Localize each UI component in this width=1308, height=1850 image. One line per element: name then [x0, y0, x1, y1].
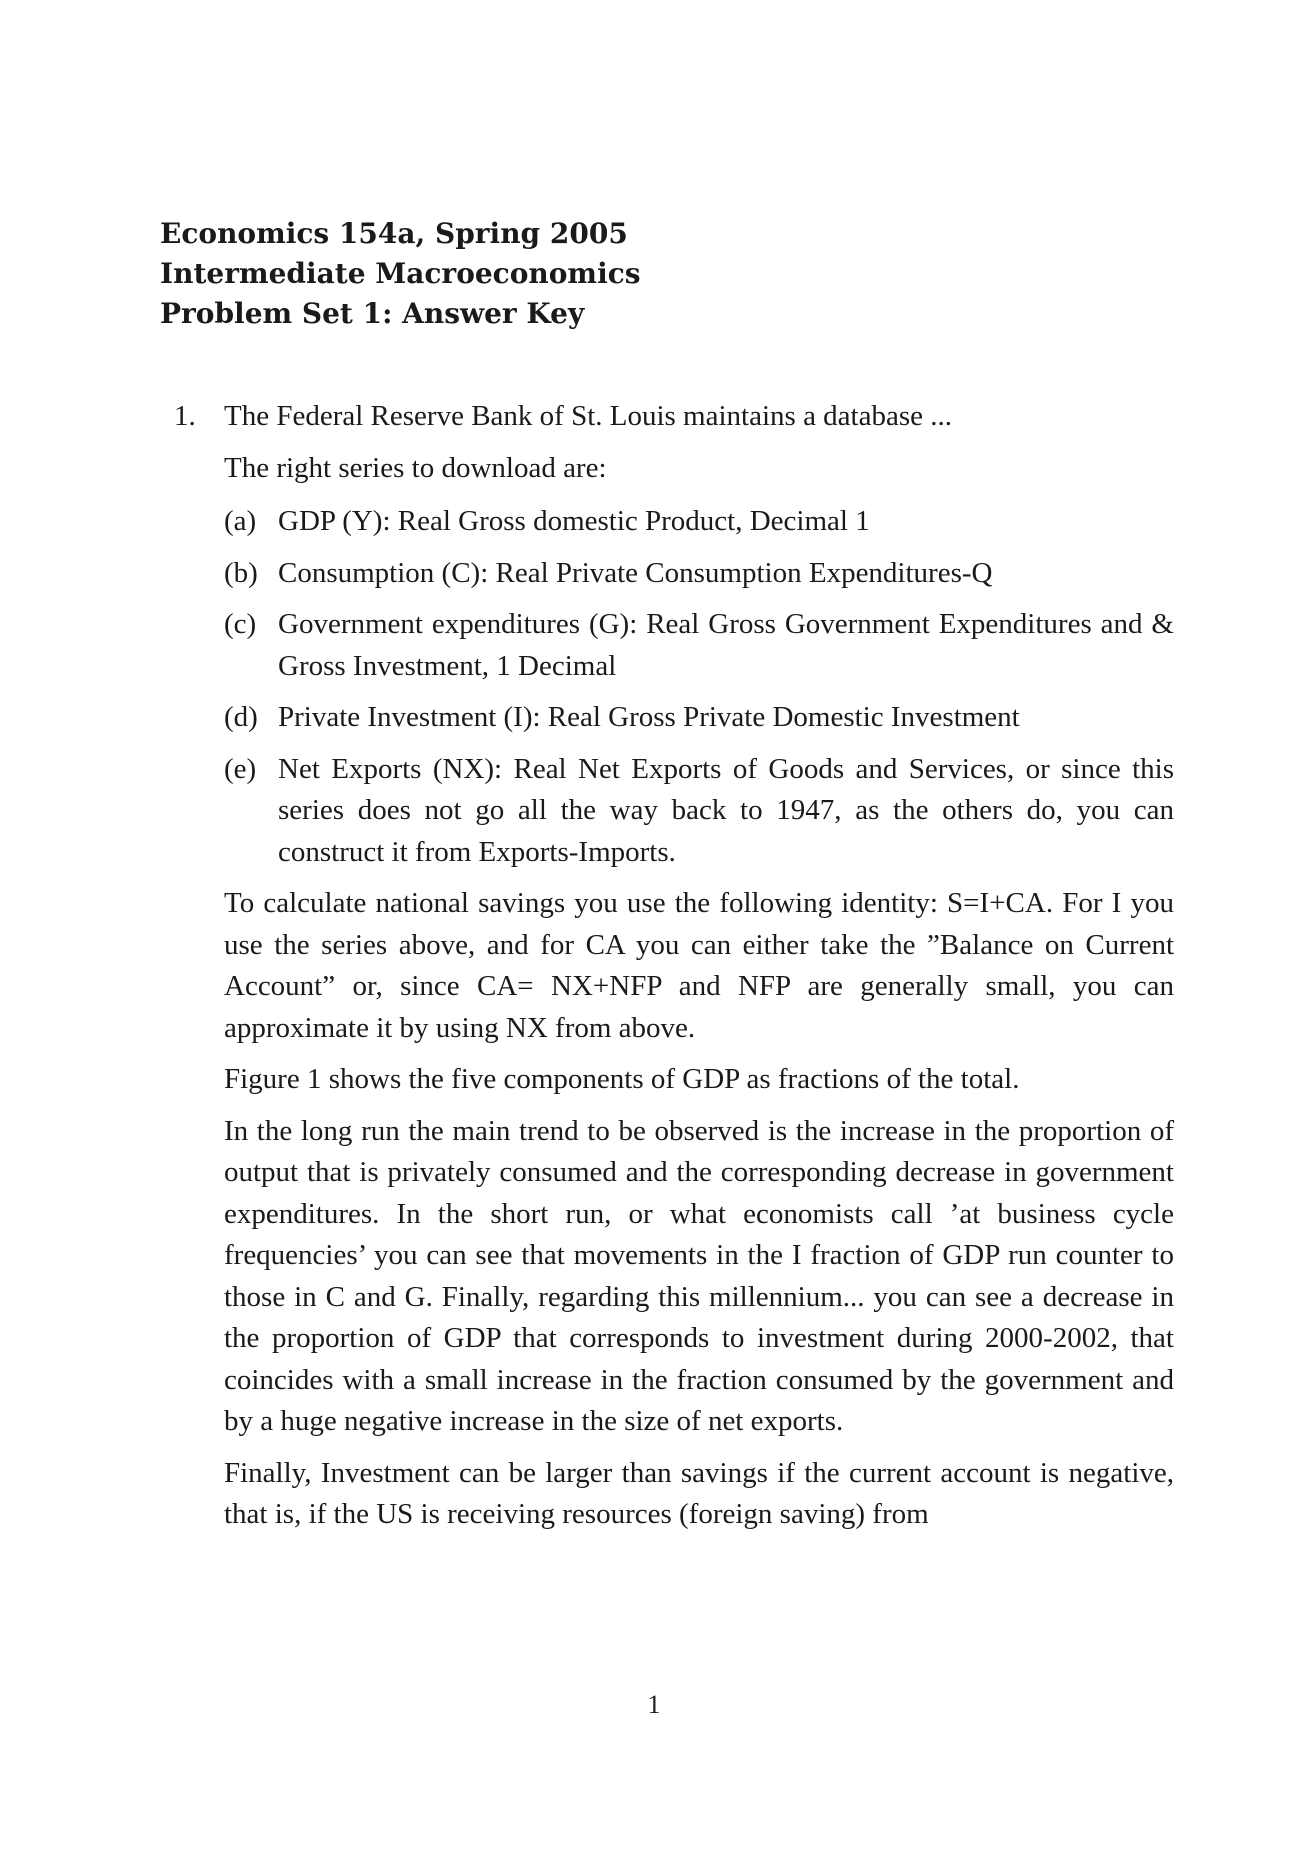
list-item-text: GDP (Y): Real Gross domestic Product, Decimal 1 [278, 505, 870, 537]
list-item-text: Net Exports (NX): Real Net Exports of Goods and Services, or since this series does not go all the way back to 1947, as the others do, you can construct it from Exports-Imports. [278, 752, 1174, 868]
question-number: 1. [174, 400, 196, 432]
figure-reference-paragraph: Figure 1 shows the five components of GDP as fractions of the total. [224, 1063, 1020, 1095]
list-item-text: Government expenditures (G): Real Gross Government Expenditures and & Gross Investment, 1 Decimal [278, 608, 1174, 682]
list-item [224, 553, 1174, 595]
question-1-head [174, 396, 1174, 438]
problem-set-title: Problem Set 1: Answer Key [160, 297, 585, 330]
question-1 [174, 396, 1174, 1536]
question-intro: The Federal Reserve Bank of St. Louis maintains a database ... [224, 400, 953, 432]
list-item [224, 697, 1174, 739]
savings-paragraph: To calculate national savings you use the following identity: S=I+CA. For I you use the series above, and for CA you can either take the ”Balance on Current Account” or, since CA= NX+NFP and NFP are generally small, you can approximate it by using NX from above. [224, 887, 1174, 1044]
list-item-label: (c) [224, 608, 257, 640]
list-item-label: (b) [224, 556, 258, 589]
list-item [224, 501, 1174, 543]
list-item-label: (a) [224, 505, 257, 537]
list-item-text: Private Investment (I): Real Gross Private Domestic Investment [278, 701, 1020, 733]
list-item-label: (e) [224, 752, 257, 785]
list-item [224, 749, 1174, 874]
series-list [224, 501, 1174, 873]
course-title: Economics 154a, Spring 2005 [160, 217, 628, 250]
investment-savings-paragraph: Finally, Investment can be larger than savings if the current account is negative, that is, if the US is receiving resources (foreign saving) from [224, 1456, 1174, 1530]
list-item-label: (d) [224, 701, 258, 733]
list-item [224, 604, 1174, 687]
course-subtitle: Intermediate Macroeconomics [160, 257, 641, 290]
page-number: 1 [647, 1690, 661, 1719]
trends-paragraph: In the long run the main trend to be observed is the increase in the proportion of output that is privately consumed and the corresponding decrease in government expenditures. In the short run, or what economists call ’at business cycle frequencies’ you can see that movements in the I fraction of GDP run counter to those in C and G. Finally, regarding this millennium... you can see a decrease in the proportion of GDP that corresponds to investment during 2000-2002, that coincides with a small increase in the fraction consumed by the government and by a huge negative increase in the size of net exports. [224, 1114, 1174, 1437]
question-intro-2: The right series to download are: [224, 451, 607, 484]
document-header [160, 214, 960, 334]
list-item-text: Consumption (C): Real Private Consumption Expenditures-Q [278, 556, 993, 589]
